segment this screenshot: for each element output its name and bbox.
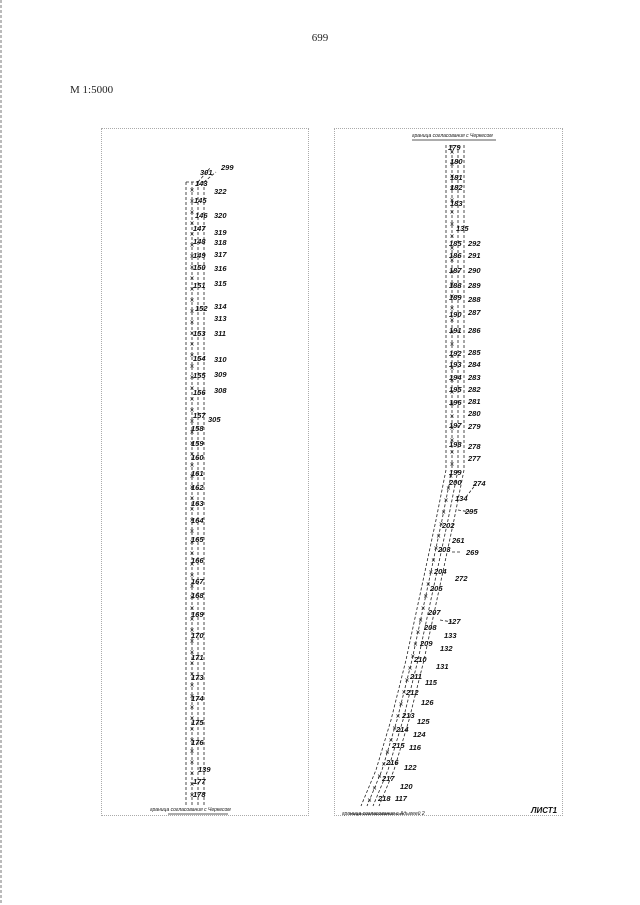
picket-label: 288 xyxy=(468,295,481,304)
sheet-label: ЛИСТ1 xyxy=(531,806,558,815)
picket-label: 178 xyxy=(193,790,206,799)
picket-label: 154 xyxy=(193,354,206,363)
picket-label: 171 xyxy=(191,653,204,662)
picket-label: 173 xyxy=(191,673,204,682)
picket-label: 316 xyxy=(214,264,227,273)
picket-label: 170 xyxy=(191,631,204,640)
picket-label: 174 xyxy=(191,694,204,703)
picket-label: 203 xyxy=(438,545,451,554)
left-route xyxy=(150,163,234,814)
picket-label: 127 xyxy=(448,617,461,626)
picket-label: 310 xyxy=(214,355,227,364)
picket-label: 202 xyxy=(442,521,455,530)
picket-label: 158 xyxy=(191,424,204,433)
picket-label: 320 xyxy=(214,211,227,220)
picket-label: 191 xyxy=(449,326,462,335)
picket-label: 150 xyxy=(193,263,206,272)
picket-label: 207 xyxy=(428,608,441,617)
picket-label: 195 xyxy=(449,385,462,394)
picket-label: 135 xyxy=(456,224,469,233)
picket-label: 192 xyxy=(449,349,462,358)
picket-label: 188 xyxy=(449,281,462,290)
picket-label: 126 xyxy=(421,698,434,707)
picket-label: 210 xyxy=(414,655,427,664)
picket-label: 183 xyxy=(450,199,463,208)
picket-label: 311 xyxy=(214,329,226,338)
right-route xyxy=(342,133,558,817)
picket-label: 165 xyxy=(191,535,204,544)
picket-label: 322 xyxy=(214,187,227,196)
picket-label: 132 xyxy=(440,644,453,653)
picket-label: 282 xyxy=(468,385,481,394)
picket-label: 181 xyxy=(450,173,463,182)
picket-label: 116 xyxy=(409,743,421,752)
picket-label: 151 xyxy=(193,281,206,290)
boundary-caption: граница согласования с Адыгеей 2 xyxy=(342,811,425,817)
picket-label: 317 xyxy=(214,250,227,259)
picket-label: 217 xyxy=(382,774,395,783)
picket-label: 197 xyxy=(449,421,462,430)
picket-label: 163 xyxy=(191,499,204,508)
picket-label: 185 xyxy=(449,239,462,248)
picket-label: 295 xyxy=(465,507,478,516)
picket-label: 147 xyxy=(193,224,206,233)
picket-label: 159 xyxy=(191,439,204,448)
picket-label: 122 xyxy=(404,763,417,772)
picket-label: 169 xyxy=(191,610,204,619)
picket-label: 216 xyxy=(386,758,399,767)
picket-label: 115 xyxy=(425,678,437,687)
picket-label: 133 xyxy=(444,631,457,640)
picket-label: 199 xyxy=(449,468,462,477)
picket-label: 269 xyxy=(466,548,479,557)
picket-label: 194 xyxy=(449,373,462,382)
picket-label: 148 xyxy=(193,237,206,246)
picket-label: 291 xyxy=(468,251,481,260)
picket-label: 120 xyxy=(400,782,413,791)
picket-label: 145 xyxy=(194,196,207,205)
picket-label: 149 xyxy=(193,251,206,260)
picket-label: 319 xyxy=(214,228,227,237)
picket-label: 301 xyxy=(200,168,213,177)
picket-label: 186 xyxy=(449,251,462,260)
picket-label: 284 xyxy=(468,360,481,369)
picket-label: 155 xyxy=(193,371,206,380)
picket-label: 213 xyxy=(402,711,415,720)
picket-label: 204 xyxy=(434,567,447,576)
picket-label: 179 xyxy=(448,143,461,152)
picket-label: 205 xyxy=(430,584,443,593)
picket-label: 168 xyxy=(191,591,204,600)
right-route-line xyxy=(367,145,452,806)
boundary-caption: граница согласования с Черкесом xyxy=(150,807,231,813)
picket-label: 283 xyxy=(468,373,481,382)
picket-label: 131 xyxy=(436,662,449,671)
picket-label: 198 xyxy=(449,440,462,449)
picket-label: 167 xyxy=(191,577,204,586)
scale-label: М 1:5000 xyxy=(70,84,114,96)
picket-label: 215 xyxy=(392,741,405,750)
picket-label: 152 xyxy=(195,304,208,313)
picket-label: 208 xyxy=(424,623,437,632)
picket-label: 272 xyxy=(455,574,468,583)
boundary-caption: граница согласования с Черкесом xyxy=(412,133,493,139)
picket-label: 176 xyxy=(191,738,204,747)
picket-label: 261 xyxy=(452,536,465,545)
picket-label: 278 xyxy=(468,442,481,451)
picket-label: 286 xyxy=(468,326,481,335)
picket-label: 117 xyxy=(395,794,407,803)
picket-label: 190 xyxy=(449,310,462,319)
picket-label: 124 xyxy=(413,730,426,739)
picket-label: 318 xyxy=(214,238,227,247)
picket-label: 299 xyxy=(221,163,234,172)
picket-label: 153 xyxy=(193,329,206,338)
picket-label: 175 xyxy=(191,718,204,727)
picket-label: 285 xyxy=(468,348,481,357)
picket-label: 164 xyxy=(191,516,204,525)
picket-label: 125 xyxy=(417,717,430,726)
picket-label: 212 xyxy=(406,688,419,697)
page-number: 699 xyxy=(311,32,329,44)
picket-label: 161 xyxy=(191,469,204,478)
picket-label: 214 xyxy=(396,725,409,734)
picket-label: 289 xyxy=(468,281,481,290)
picket-label: 280 xyxy=(468,409,481,418)
picket-label: 292 xyxy=(468,239,481,248)
picket-label: 200 xyxy=(449,478,462,487)
picket-label: 274 xyxy=(473,479,486,488)
picket-label: 187 xyxy=(449,266,462,275)
picket-label: 308 xyxy=(214,386,227,395)
picket-label: 290 xyxy=(468,266,481,275)
picket-label: 313 xyxy=(214,314,227,323)
picket-label: 157 xyxy=(193,411,206,420)
picket-label: 281 xyxy=(468,397,481,406)
picket-label: 211 xyxy=(410,672,422,681)
picket-label: 196 xyxy=(449,398,462,407)
picket-label: 189 xyxy=(449,293,462,302)
picket-label: 218 xyxy=(378,794,391,803)
picket-label: 143 xyxy=(195,179,208,188)
picket-label: 177 xyxy=(193,777,206,786)
picket-label: 277 xyxy=(468,454,481,463)
picket-label: 166 xyxy=(191,556,204,565)
picket-label: 146 xyxy=(195,211,208,220)
picket-label: 193 xyxy=(449,360,462,369)
picket-label: 139 xyxy=(198,765,211,774)
picket-label: 314 xyxy=(214,302,227,311)
picket-label: 162 xyxy=(191,483,204,492)
picket-label: 287 xyxy=(468,308,481,317)
picket-label: 305 xyxy=(208,415,221,424)
picket-label: 279 xyxy=(468,422,481,431)
picket-label: 182 xyxy=(450,183,463,192)
picket-label: 134 xyxy=(455,494,468,503)
picket-label: 180 xyxy=(450,157,463,166)
picket-label: 156 xyxy=(193,388,206,397)
picket-label: 160 xyxy=(191,453,204,462)
picket-label: 309 xyxy=(214,370,227,379)
picket-label: 315 xyxy=(214,279,227,288)
picket-label: 209 xyxy=(420,639,433,648)
